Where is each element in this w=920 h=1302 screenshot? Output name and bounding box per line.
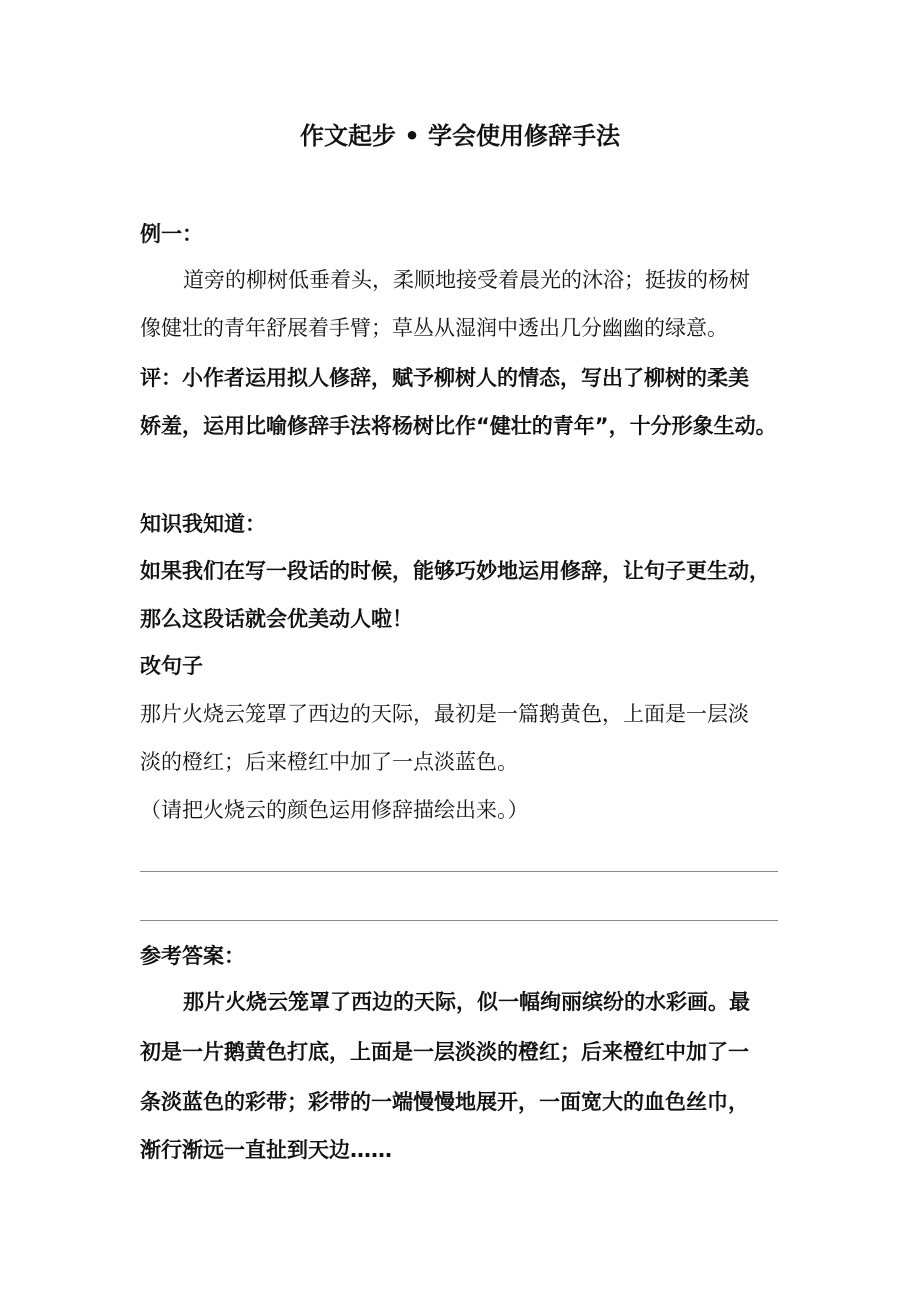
page-title: 作文起步 • 学会使用修辞手法	[299, 122, 621, 150]
knowledge-text-line-2: 那么这段话就会优美动人啦！	[140, 607, 413, 631]
answer-heading: 参考答案：	[140, 944, 245, 968]
exercise-text-line-2: 淡的橙红；后来橙红中加了一点淡蓝色。	[140, 750, 518, 774]
answer-text-line-4: 渐行渐远一直扯到天边……	[140, 1138, 392, 1162]
exercise-instruction: （请把火烧云的颜色运用修辞描绘出来。）	[140, 798, 529, 822]
knowledge-text-line-1: 如果我们在写一段话的时候，能够巧妙地运用修辞，让句子更生动，	[140, 559, 770, 583]
example1-comment-line-2: 娇羞，运用比喻修辞手法将杨树比作“健壮的青年”，十分形象生动。	[140, 414, 777, 438]
knowledge-heading: 知识我知道：	[140, 512, 266, 536]
answer-blank-line-1	[140, 871, 778, 872]
exercise-text-line-1: 那片火烧云笼罩了西边的天际，最初是一篇鹅黄色，上面是一层淡	[140, 702, 749, 726]
answer-text-line-3: 条淡蓝色的彩带；彩带的一端慢慢地展开，一面宽大的血色丝巾，	[140, 1090, 749, 1114]
answer-blank-line-2	[140, 920, 778, 921]
example1-comment-line-1: 评：小作者运用拟人修辞，赋予柳树人的情态，写出了柳树的柔美	[140, 366, 749, 390]
exercise-heading: 改句子	[140, 654, 203, 678]
example1-heading: 例一：	[140, 222, 203, 246]
answer-text-line-1: 那片火烧云笼罩了西边的天际，似一幅绚丽缤纷的水彩画。最	[183, 990, 750, 1014]
example1-text-line-1: 道旁的柳树低垂着头，柔顺地接受着晨光的沐浴；挺拔的杨树	[183, 268, 750, 292]
example1-text-line-2: 像健壮的青年舒展着手臂；草丛从湿润中透出几分幽幽的绿意。	[140, 316, 728, 340]
answer-text-line-2: 初是一片鹅黄色打底，上面是一层淡淡的橙红；后来橙红中加了一	[140, 1040, 749, 1064]
